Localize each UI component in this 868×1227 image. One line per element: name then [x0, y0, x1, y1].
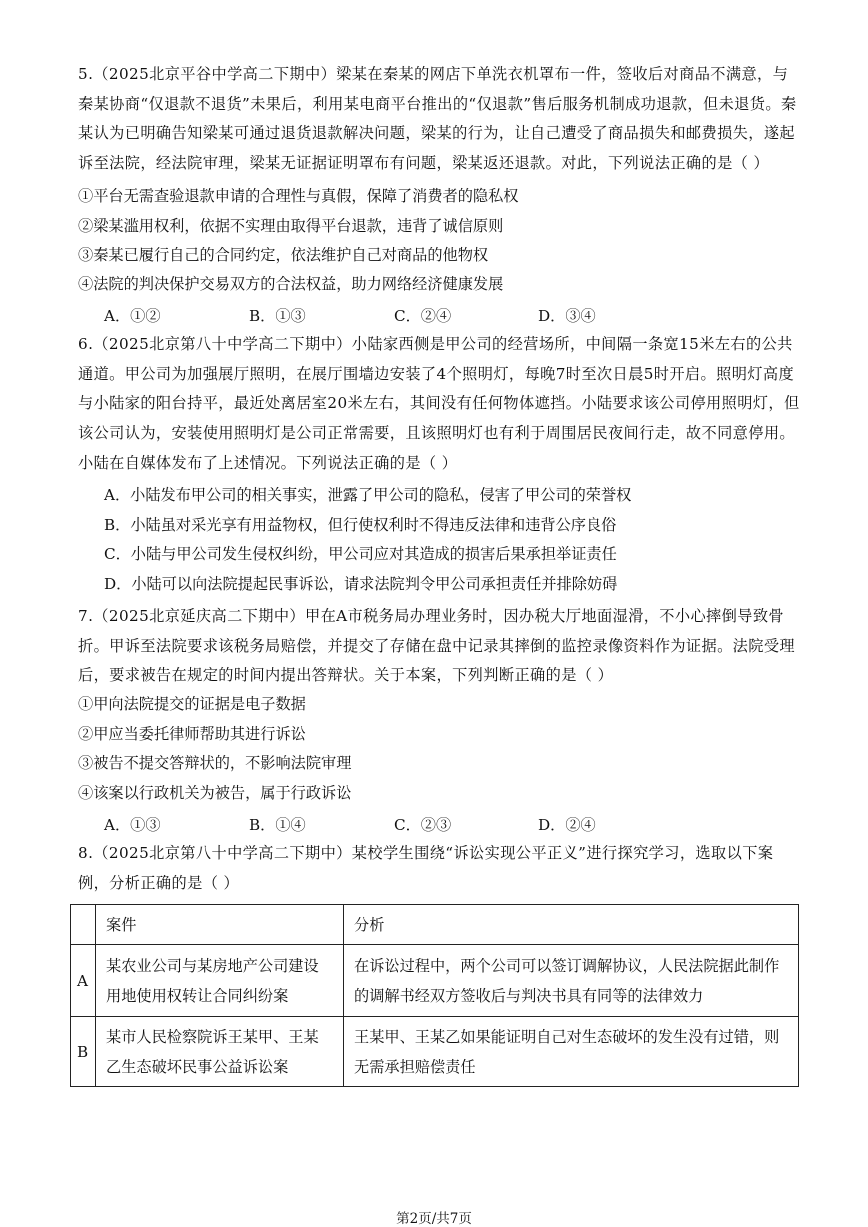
- question-6-stem: [78, 330, 802, 479]
- table-header-case: 案件: [96, 905, 344, 945]
- choice-d: D．③④: [538, 307, 596, 325]
- choice-c: C．②③: [394, 816, 452, 834]
- question-7-item-3: ③被告不提交答辩状的，不影响法院审理: [78, 754, 352, 772]
- question-7-item-1: ①甲向法院提交的证据是电子数据: [78, 695, 306, 713]
- question-5-item-3: ③秦某已履行自己的合同约定，依法维护自己对商品的他物权: [78, 246, 489, 264]
- question-5-stem: [78, 60, 802, 179]
- choice-a: A．①③: [104, 816, 161, 834]
- question-6-text: 6.（2025北京第八十中学高二下期中）小陆家西侧是甲公司的经营场所，中间隔一条宽15米左右的公共通道。甲公司为加强展厅照明，在展厅围墙边安装了4个照明灯，每晚7时至次日晨5时开启。照明灯高度与小陆家的阳台持平，最近处离居室20米左右，其间没有任何物体遮挡。小陆要求该公司停用照明灯，但该公司认为，安装使用照明灯是公司正常需要，且该照明灯也有利于周围居民夜间行走，故不同意停用。小陆在自媒体发布了上述情况。下列说法正确的是（ ）: [78, 335, 800, 472]
- row-key: A: [71, 945, 96, 1017]
- row-key: B: [71, 1017, 96, 1087]
- row-case: 某农业公司与某房地产公司建设用地使用权转让合同纠纷案: [96, 945, 344, 1017]
- question-7-item-2: ②甲应当委托律师帮助其进行诉讼: [78, 725, 306, 743]
- choice-a: A．小陆发布甲公司的相关事实，泄露了甲公司的隐私，侵害了甲公司的荣誉权: [104, 486, 632, 504]
- table-header-analysis: 分析: [344, 905, 799, 945]
- choice-d: D．②④: [538, 816, 596, 834]
- case-analysis-table: [70, 904, 799, 1087]
- table-header-row: [71, 905, 799, 945]
- row-analysis: 在诉讼过程中，两个公司可以签订调解协议，人民法院据此制作的调解书经双方签收后与判决书具有同等的法律效力: [344, 945, 799, 1017]
- page-number: 第2页/共7页: [396, 1211, 472, 1227]
- choice-b: B．①④: [249, 816, 306, 834]
- choice-c: C．小陆与甲公司发生侵权纠纷，甲公司应对其造成的损害后果承担举证责任: [104, 545, 617, 564]
- question-7-text: 7.（2025北京延庆高二下期中）甲在A市税务局办理业务时，因办税大厅地面湿滑，不小心摔倒导致骨折。甲诉至法院要求该税务局赔偿，并提交了存储在盘中记录其摔倒的监控录像资料作为证据。法院受理后，要求被告在规定的时间内提出答辩状。关于本案，下列判断正确的是（ ）: [78, 607, 796, 685]
- row-analysis: 王某甲、王某乙如果能证明自己对生态破坏的发生没有过错，则无需承担赔偿责任: [344, 1017, 799, 1087]
- choice-b: B．小陆虽对采光享有用益物权，但行使权利时不得违反法律和违背公序良俗: [104, 515, 617, 534]
- question-7-stem: [78, 602, 802, 691]
- question-5-choices: [104, 302, 804, 330]
- question-5-item-2: ②梁某滥用权利，依据不实理由取得平台退款，违背了诚信原则: [78, 217, 504, 235]
- question-5-item-1: ①平台无需查验退款申请的合理性与真假，保障了消费者的隐私权: [78, 187, 519, 205]
- choice-a: A．①②: [104, 307, 161, 325]
- row-case: 某市人民检察院诉王某甲、王某乙生态破坏民事公益诉讼案: [96, 1017, 344, 1087]
- table-row: [71, 945, 799, 1017]
- question-8-stem: [78, 839, 802, 898]
- question-5-text: 5.（2025北京平谷中学高二下期中）梁某在秦某的网店下单洗衣机罩布一件，签收后对商品不满意，与秦某协商“仅退款不退货”未果后，利用某电商平台推出的“仅退款”售后服务机制成功退款，但未退货。秦某认为已明确告知梁某可通过退货退款解决问题，梁某的行为，让自己遭受了商品损失和邮费损失，遂起诉至法院，经法院审理，梁某无证据证明罩布有问题，梁某返还退款。对此，下列说法正确的是（ ）: [78, 65, 797, 173]
- question-7-item-4: ④该案以行政机关为被告，属于行政诉讼: [78, 784, 352, 802]
- question-8-text: 8.（2025北京第八十中学高二下期中）某校学生围绕“诉讼实现公平正义”进行探究学习，选取以下案例，分析正确的是（ ）: [78, 844, 774, 892]
- question-6-choices: [104, 481, 804, 600]
- choice-b: B．①③: [249, 307, 306, 325]
- choice-d: D．小陆可以向法院提起民事诉讼，请求法院判令甲公司承担责任并排除妨碍: [104, 575, 618, 594]
- choice-c: C．②④: [394, 307, 452, 325]
- question-7-choices: [104, 811, 804, 839]
- table-row: [71, 1017, 799, 1087]
- question-5-item-4: ④法院的判决保护交易双方的合法权益，助力网络经济健康发展: [78, 275, 504, 293]
- table-header-key: [71, 905, 96, 945]
